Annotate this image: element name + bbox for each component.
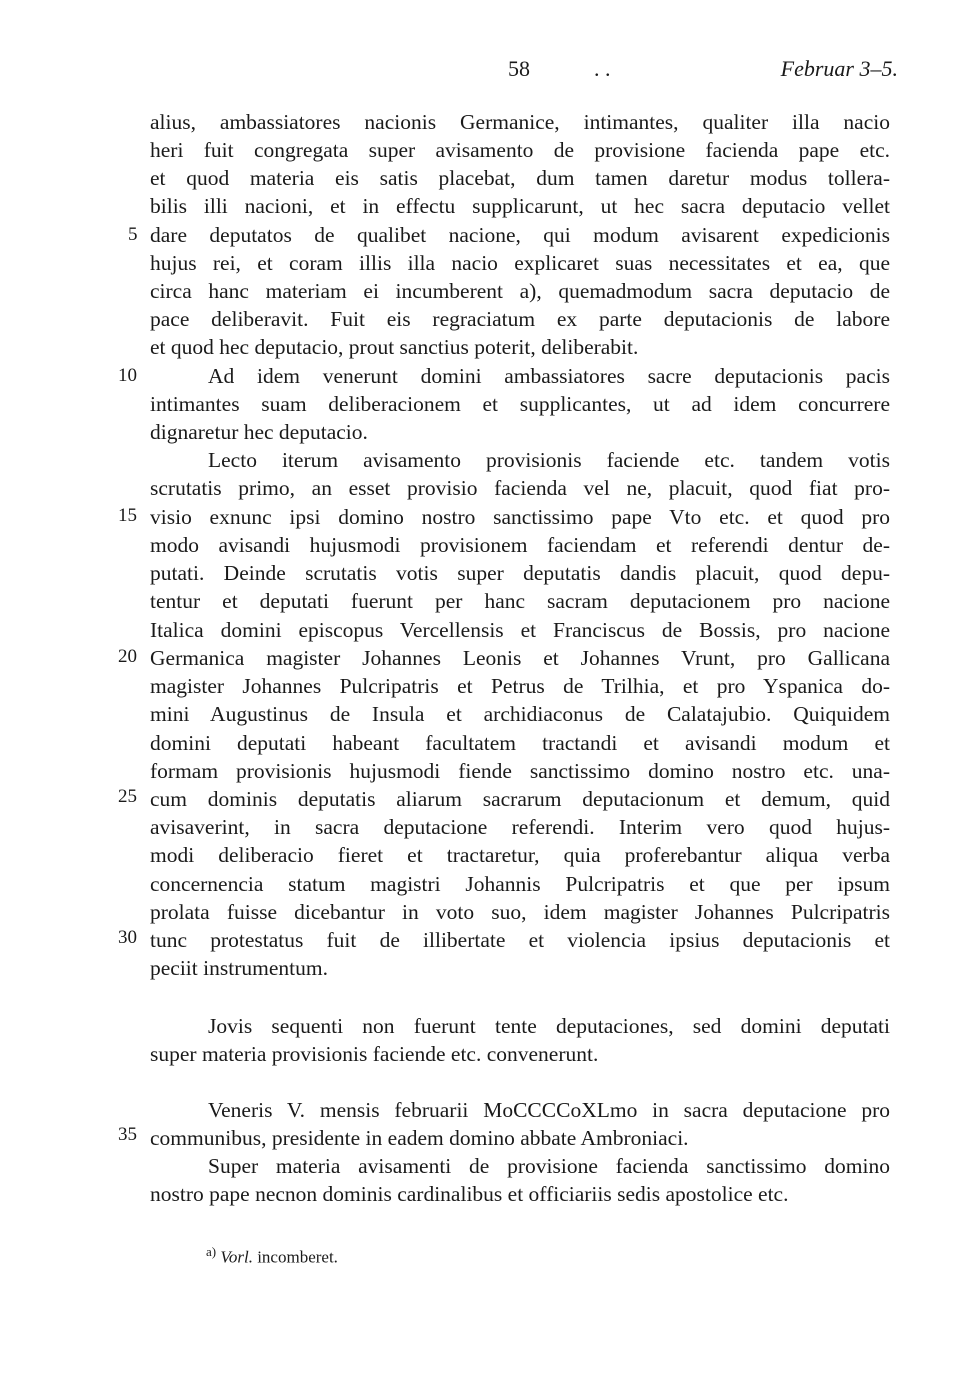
footnote-tag: a) (206, 1244, 217, 1259)
text-line: cum dominis deputatis aliarum sacrarum deputacionum et demum, quid (150, 787, 890, 811)
header-mark: . . (594, 56, 611, 81)
footnote-source: Vorl. (220, 1247, 253, 1267)
text-line: tentur et deputati fuerunt per hanc sacram deputacionem pro nacione (150, 589, 890, 613)
text-line: Lecto iterum avisamento provisionis faciende etc. tandem votis (208, 448, 890, 472)
footnote (206, 1240, 338, 1270)
text-line: Super materia avisamenti de provisione facienda sanctissimo domino (208, 1154, 890, 1178)
text-line: prolata fuisse dicebantur in voto suo, idem magister Johannes Pulcripatris (150, 900, 890, 924)
text-line: communibus, presidente in eadem domino abbate Ambroniaci. (150, 1126, 689, 1150)
text-line: pace deliberavit. Fuit eis regraciatum ex parte deputacionis de labore (150, 307, 890, 331)
text-line: super materia provisionis faciende etc. convenerunt. (150, 1042, 599, 1066)
text-line: Italica domini episcopus Vercellensis et Franciscus de Bossis, pro nacione (150, 618, 890, 642)
line-number: 30 (118, 927, 137, 948)
page-header (0, 56, 960, 86)
text-line: tunc protestatus fuit de illibertate et violencia ipsius deputacionis et (150, 928, 890, 952)
text-line: magister Johannes Pulcripatris et Petrus de Trilhia, et pro Yspanica do- (150, 674, 890, 698)
text-line: modo avisandi hujusmodi provisionem faciendam et referendi dentur de- (150, 533, 890, 557)
text-line: Jovis sequenti non fuerunt tente deputaciones, sed domini deputati (208, 1014, 890, 1038)
text-line: avisaverint, in sacra deputacione referendi. Interim vero quod hujus- (150, 815, 890, 839)
text-line: circa hanc materiam ei incumberent a), quemadmodum sacra deputacio de (150, 279, 890, 303)
text-line: visio exnunc ipsi domino nostro sanctissimo pape Vto etc. et quod pro (150, 505, 890, 529)
text-line: nostro pape necnon dominis cardinalibus et officiariis sedis apostolice etc. (150, 1182, 789, 1206)
text-line: dare deputatos de qualibet nacione, qui modum avisarent expedicionis (150, 223, 890, 247)
line-number: 25 (118, 786, 137, 807)
text-line: et quod hec deputacio, prout sanctius poterit, deliberabit. (150, 335, 639, 359)
text-line: putati. Deinde scrutatis votis super deputatis dandis placuit, quod depu- (150, 561, 890, 585)
text-line: peciit instrumentum. (150, 956, 328, 980)
text-line: hujus rei, et coram illis illa nacio explicaret suas necessitates et ea, que (150, 251, 890, 275)
page-number: 58 (508, 56, 530, 81)
line-number: 15 (118, 505, 137, 526)
text-line: domini deputati habeant facultatem tractandi et avisandi modum et (150, 731, 890, 755)
text-line: modi deliberacio fieret et tractaretur, quia proferebantur aliqua verba (150, 843, 890, 867)
text-line: Ad idem venerunt domini ambassiatores sacre deputacionis pacis (208, 364, 890, 388)
footnote-text: incomberet. (257, 1247, 338, 1267)
text-line: formam provisionis hujusmodi fiende sanctissimo domino nostro etc. una- (150, 759, 890, 783)
line-number: 35 (118, 1124, 137, 1145)
text-line: intimantes suam deliberacionem et supplicantes, ut ad idem concurrere (150, 392, 890, 416)
text-line: concernencia statum magistri Johannis Pulcripatris et que per ipsum (150, 872, 890, 896)
text-line: alius, ambassiatores nacionis Germanice, intimantes, qualiter illa nacio (150, 110, 890, 134)
running-head: Februar 3–5. (780, 56, 898, 81)
text-line: bilis illi nacioni, et in effectu supplicarunt, ut hec sacra deputacio vellet (150, 194, 890, 218)
line-number: 5 (128, 224, 138, 245)
text-line: mini Augustinus de Insula et archidiaconus de Calatajubio. Quiquidem (150, 702, 890, 726)
text-line: Veneris V. mensis februarii MoCCCCoXLmo in sacra deputacione pro (208, 1098, 890, 1122)
text-line: heri fuit congregata super avisamento de provisione facienda pape etc. (150, 138, 890, 162)
text-line: dignaretur hec deputacio. (150, 420, 368, 444)
text-line: Germanica magister Johannes Leonis et Johannes Vrunt, pro Gallicana (150, 646, 890, 670)
line-number: 10 (118, 365, 137, 386)
line-number: 20 (118, 646, 137, 667)
text-line: scrutatis primo, an esset provisio facienda vel ne, placuit, quod fiat pro- (150, 476, 890, 500)
text-line: et quod materia eis satis placebat, dum tamen daretur modus tollera- (150, 166, 890, 190)
